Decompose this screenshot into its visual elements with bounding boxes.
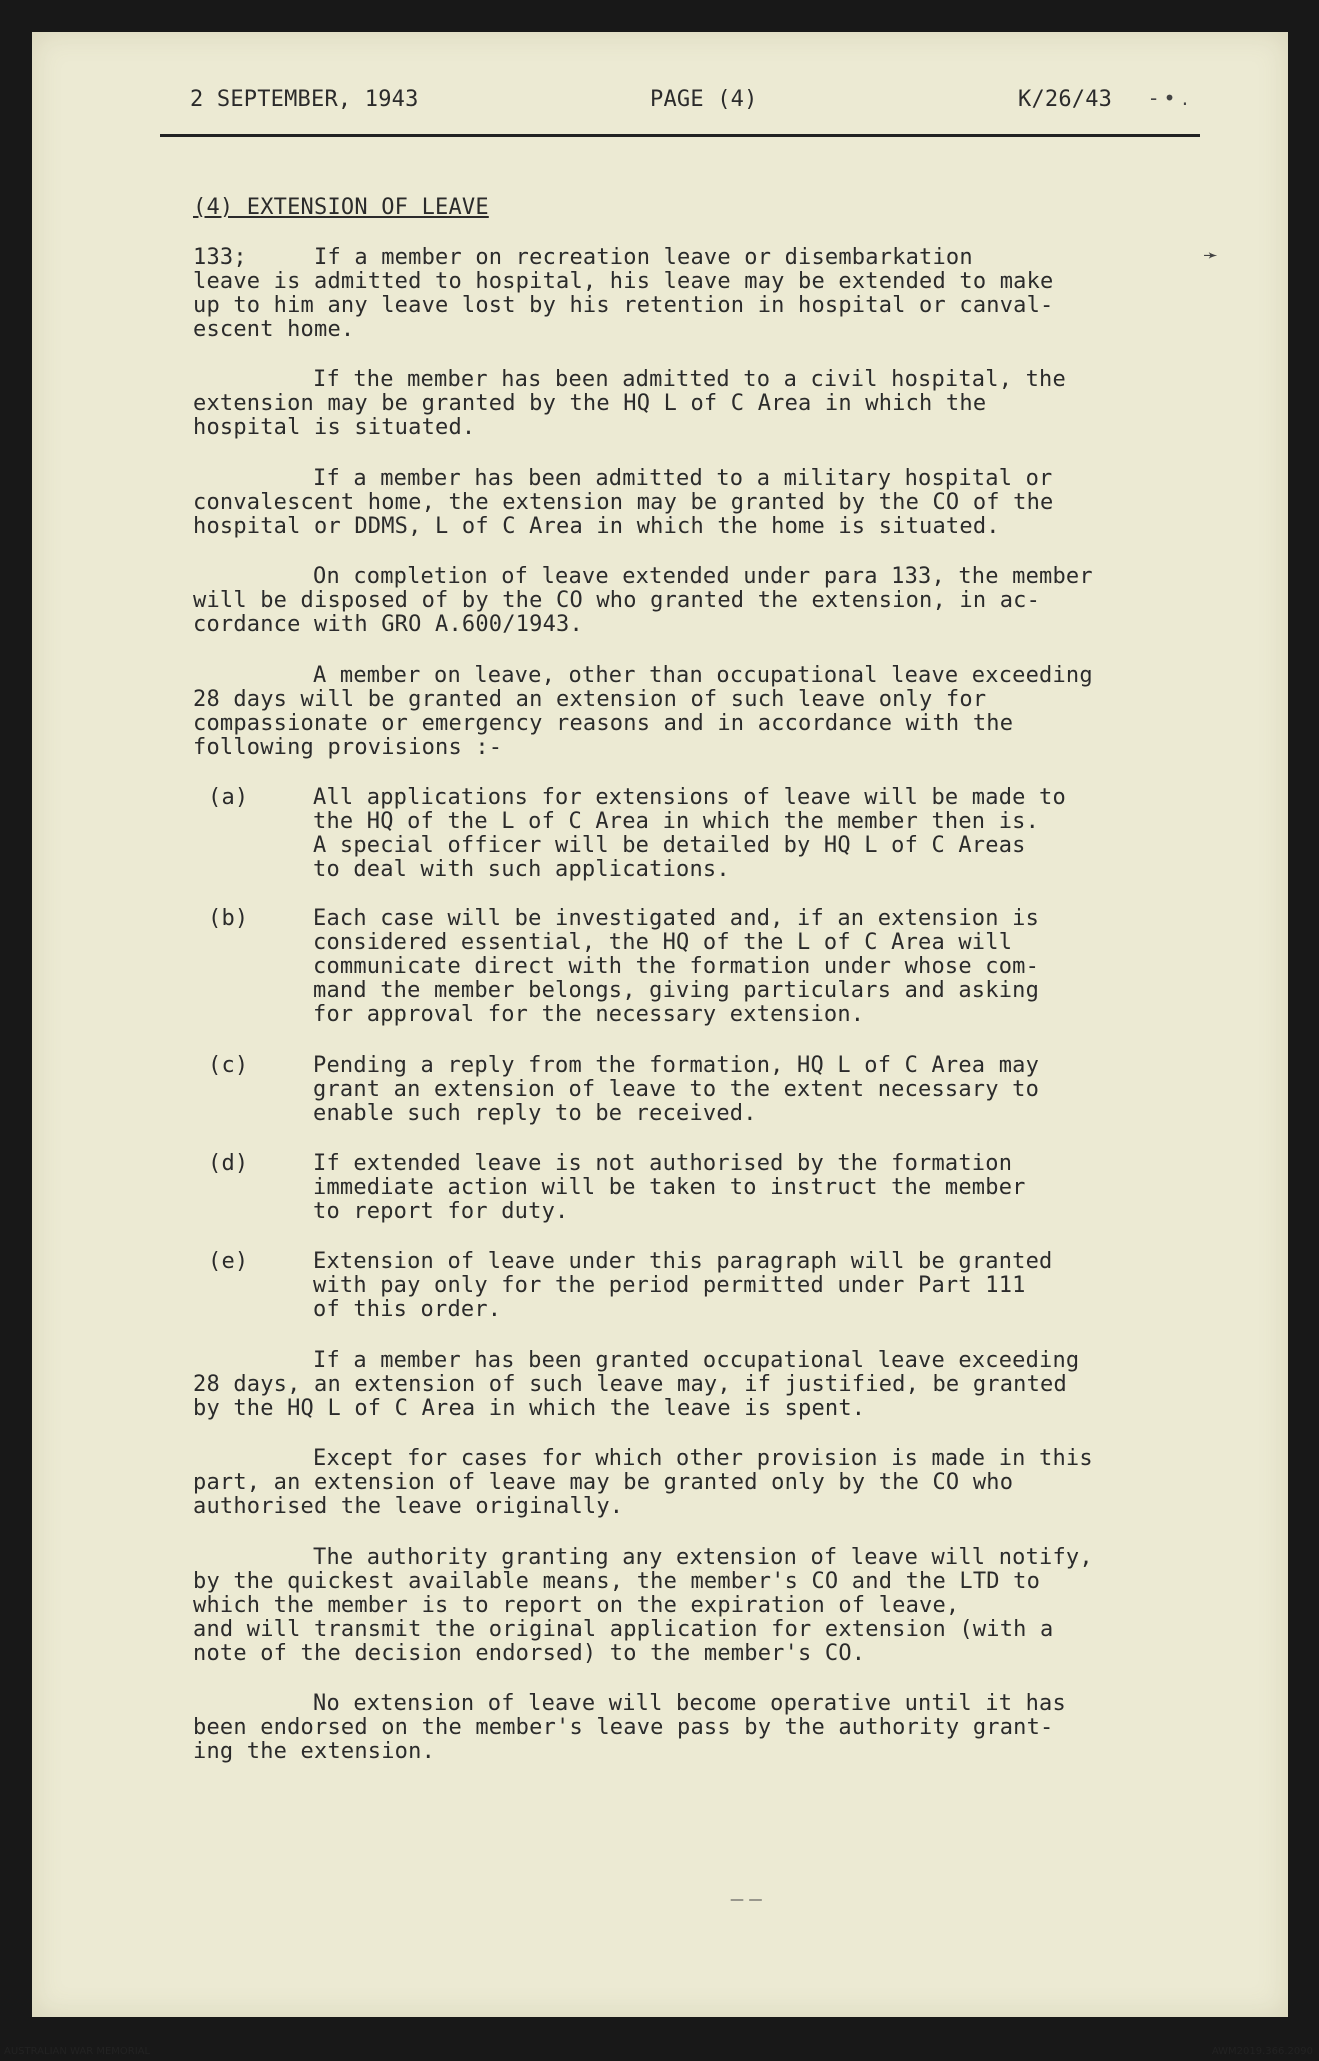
ink-mark: - • . bbox=[1150, 86, 1189, 110]
para-6-line-3: by the HQ L of C Area in which the leave is spent. bbox=[193, 1396, 866, 1421]
provision-d-line-1: If extended leave is not authorised by the formation bbox=[313, 1151, 1013, 1176]
para-9-line-1: No extension of leave will become operative until it has bbox=[313, 1691, 1066, 1716]
para-3-line-2: convalescent home, the extension may be granted by the CO of the bbox=[193, 490, 1054, 515]
archive-label: AUSTRALIAN WAR MEMORIAL bbox=[4, 2046, 151, 2057]
para-6-line-1: If a member has been granted occupational leave exceeding bbox=[313, 1348, 1080, 1373]
provision-e-label: (e) bbox=[208, 1249, 249, 1274]
para-7-line-3: authorised the leave originally. bbox=[193, 1494, 624, 1519]
para-8-line-3: which the member is to report on the expiration of leave, bbox=[193, 1593, 960, 1618]
para-1-line-3: up to him any leave lost by his retention in hospital or canval- bbox=[193, 293, 1054, 318]
provision-b-label: (b) bbox=[208, 906, 249, 931]
provision-a-line-1: All applications for extensions of leave will be made to bbox=[313, 785, 1066, 810]
para-5-line-3: compassionate or emergency reasons and in accordance with the bbox=[193, 711, 1014, 736]
provision-a-line-3: A special officer will be detailed by HQ L of C Areas bbox=[313, 833, 1026, 858]
provision-b-line-5: for approval for the necessary extension. bbox=[313, 1002, 865, 1027]
para-2-line-3: hospital is situated. bbox=[193, 415, 476, 440]
provision-a-line-2: the HQ of the L of C Area in which the member then is. bbox=[313, 809, 1040, 834]
provision-a-line-4: to deal with such applications. bbox=[313, 857, 730, 882]
provision-c-line-1: Pending a reply from the formation, HQ L of C Area may bbox=[313, 1053, 1040, 1078]
provision-e-line-3: of this order. bbox=[313, 1297, 502, 1322]
page-number: PAGE (4) bbox=[650, 87, 758, 112]
para-8-line-2: by the quickest available means, the member's CO and the LTD to bbox=[193, 1569, 1041, 1594]
para-5-line-2: 28 days will be granted an extension of such leave only for bbox=[193, 687, 987, 712]
provision-b-line-4: mand the member belongs, giving particulars and asking bbox=[313, 978, 1040, 1003]
para-3-line-3: hospital or DDMS, L of C Area in which the home is situated. bbox=[193, 514, 1000, 539]
provision-c-line-3: enable such reply to be received. bbox=[313, 1101, 757, 1126]
para-2-line-1: If the member has been admitted to a civil hospital, the bbox=[313, 367, 1066, 392]
para-1-line-1: 133; If a member on recreation leave or disembarkation bbox=[193, 245, 973, 270]
header-rule bbox=[160, 134, 1200, 137]
provision-a-label: (a) bbox=[208, 785, 249, 810]
para-2-line-2: extension may be granted by the HQ L of C Area in which the bbox=[193, 391, 987, 416]
section-heading: (4) EXTENSION OF LEAVE bbox=[193, 195, 489, 220]
provision-c-line-2: grant an extension of leave to the extent necessary to bbox=[313, 1077, 1040, 1102]
para-4-line-1: On completion of leave extended under para 133, the member bbox=[313, 564, 1093, 589]
para-9-line-3: ing the extension. bbox=[193, 1739, 436, 1764]
para-7-line-2: part, an extension of leave may be granted only by the CO who bbox=[193, 1470, 1014, 1495]
ink-dash: — — bbox=[730, 1892, 763, 1908]
para-5-line-1: A member on leave, other than occupational leave exceeding bbox=[313, 663, 1093, 688]
para-6-line-2: 28 days, an extension of such leave may, if justified, be granted bbox=[193, 1372, 1067, 1397]
para-8-line-4: and will transmit the original application for extension (with a bbox=[193, 1617, 1054, 1642]
provision-b-line-1: Each case will be investigated and, if an extension is bbox=[313, 906, 1040, 931]
para-5-line-4: following provisions :- bbox=[193, 735, 503, 760]
provision-e-line-2: with pay only for the period permitted under Part 111 bbox=[313, 1273, 1026, 1298]
para-8-line-1: The authority granting any extension of leave will notify, bbox=[313, 1545, 1093, 1570]
para-3-line-1: If a member has been admitted to a military hospital or bbox=[313, 466, 1053, 491]
provision-c-label: (c) bbox=[208, 1053, 249, 1078]
para-4-line-3: cordance with GRO A.600/1943. bbox=[193, 612, 583, 637]
provision-e-line-1: Extension of leave under this paragraph will be granted bbox=[313, 1249, 1053, 1274]
margin-mark: ➛ bbox=[1203, 245, 1219, 266]
provision-d-line-3: to report for duty. bbox=[313, 1199, 569, 1224]
para-9-line-2: been endorsed on the member's leave pass by the authority grant- bbox=[193, 1715, 1054, 1740]
provision-b-line-2: considered essential, the HQ of the L of C Area will bbox=[313, 930, 1013, 955]
provision-d-label: (d) bbox=[208, 1151, 249, 1176]
para-7-line-1: Except for cases for which other provision is made in this bbox=[313, 1446, 1093, 1471]
para-1-line-2: leave is admitted to hospital, his leave may be extended to make bbox=[193, 269, 1054, 294]
reference-number: K/26/43 bbox=[1018, 87, 1113, 112]
para-8-line-5: note of the decision endorsed) to the member's CO. bbox=[193, 1641, 866, 1666]
provision-d-line-2: immediate action will be taken to instruct the member bbox=[313, 1175, 1026, 1200]
document-date: 2 SEPTEMBER, 1943 bbox=[190, 87, 419, 112]
para-1-line-4: escent home. bbox=[193, 317, 355, 342]
para-4-line-2: will be disposed of by the CO who granted the extension, in ac- bbox=[193, 588, 1041, 613]
archive-id: AWM2019.366.2090 bbox=[1211, 2046, 1313, 2057]
provision-b-line-3: communicate direct with the formation under whose com- bbox=[313, 954, 1040, 979]
